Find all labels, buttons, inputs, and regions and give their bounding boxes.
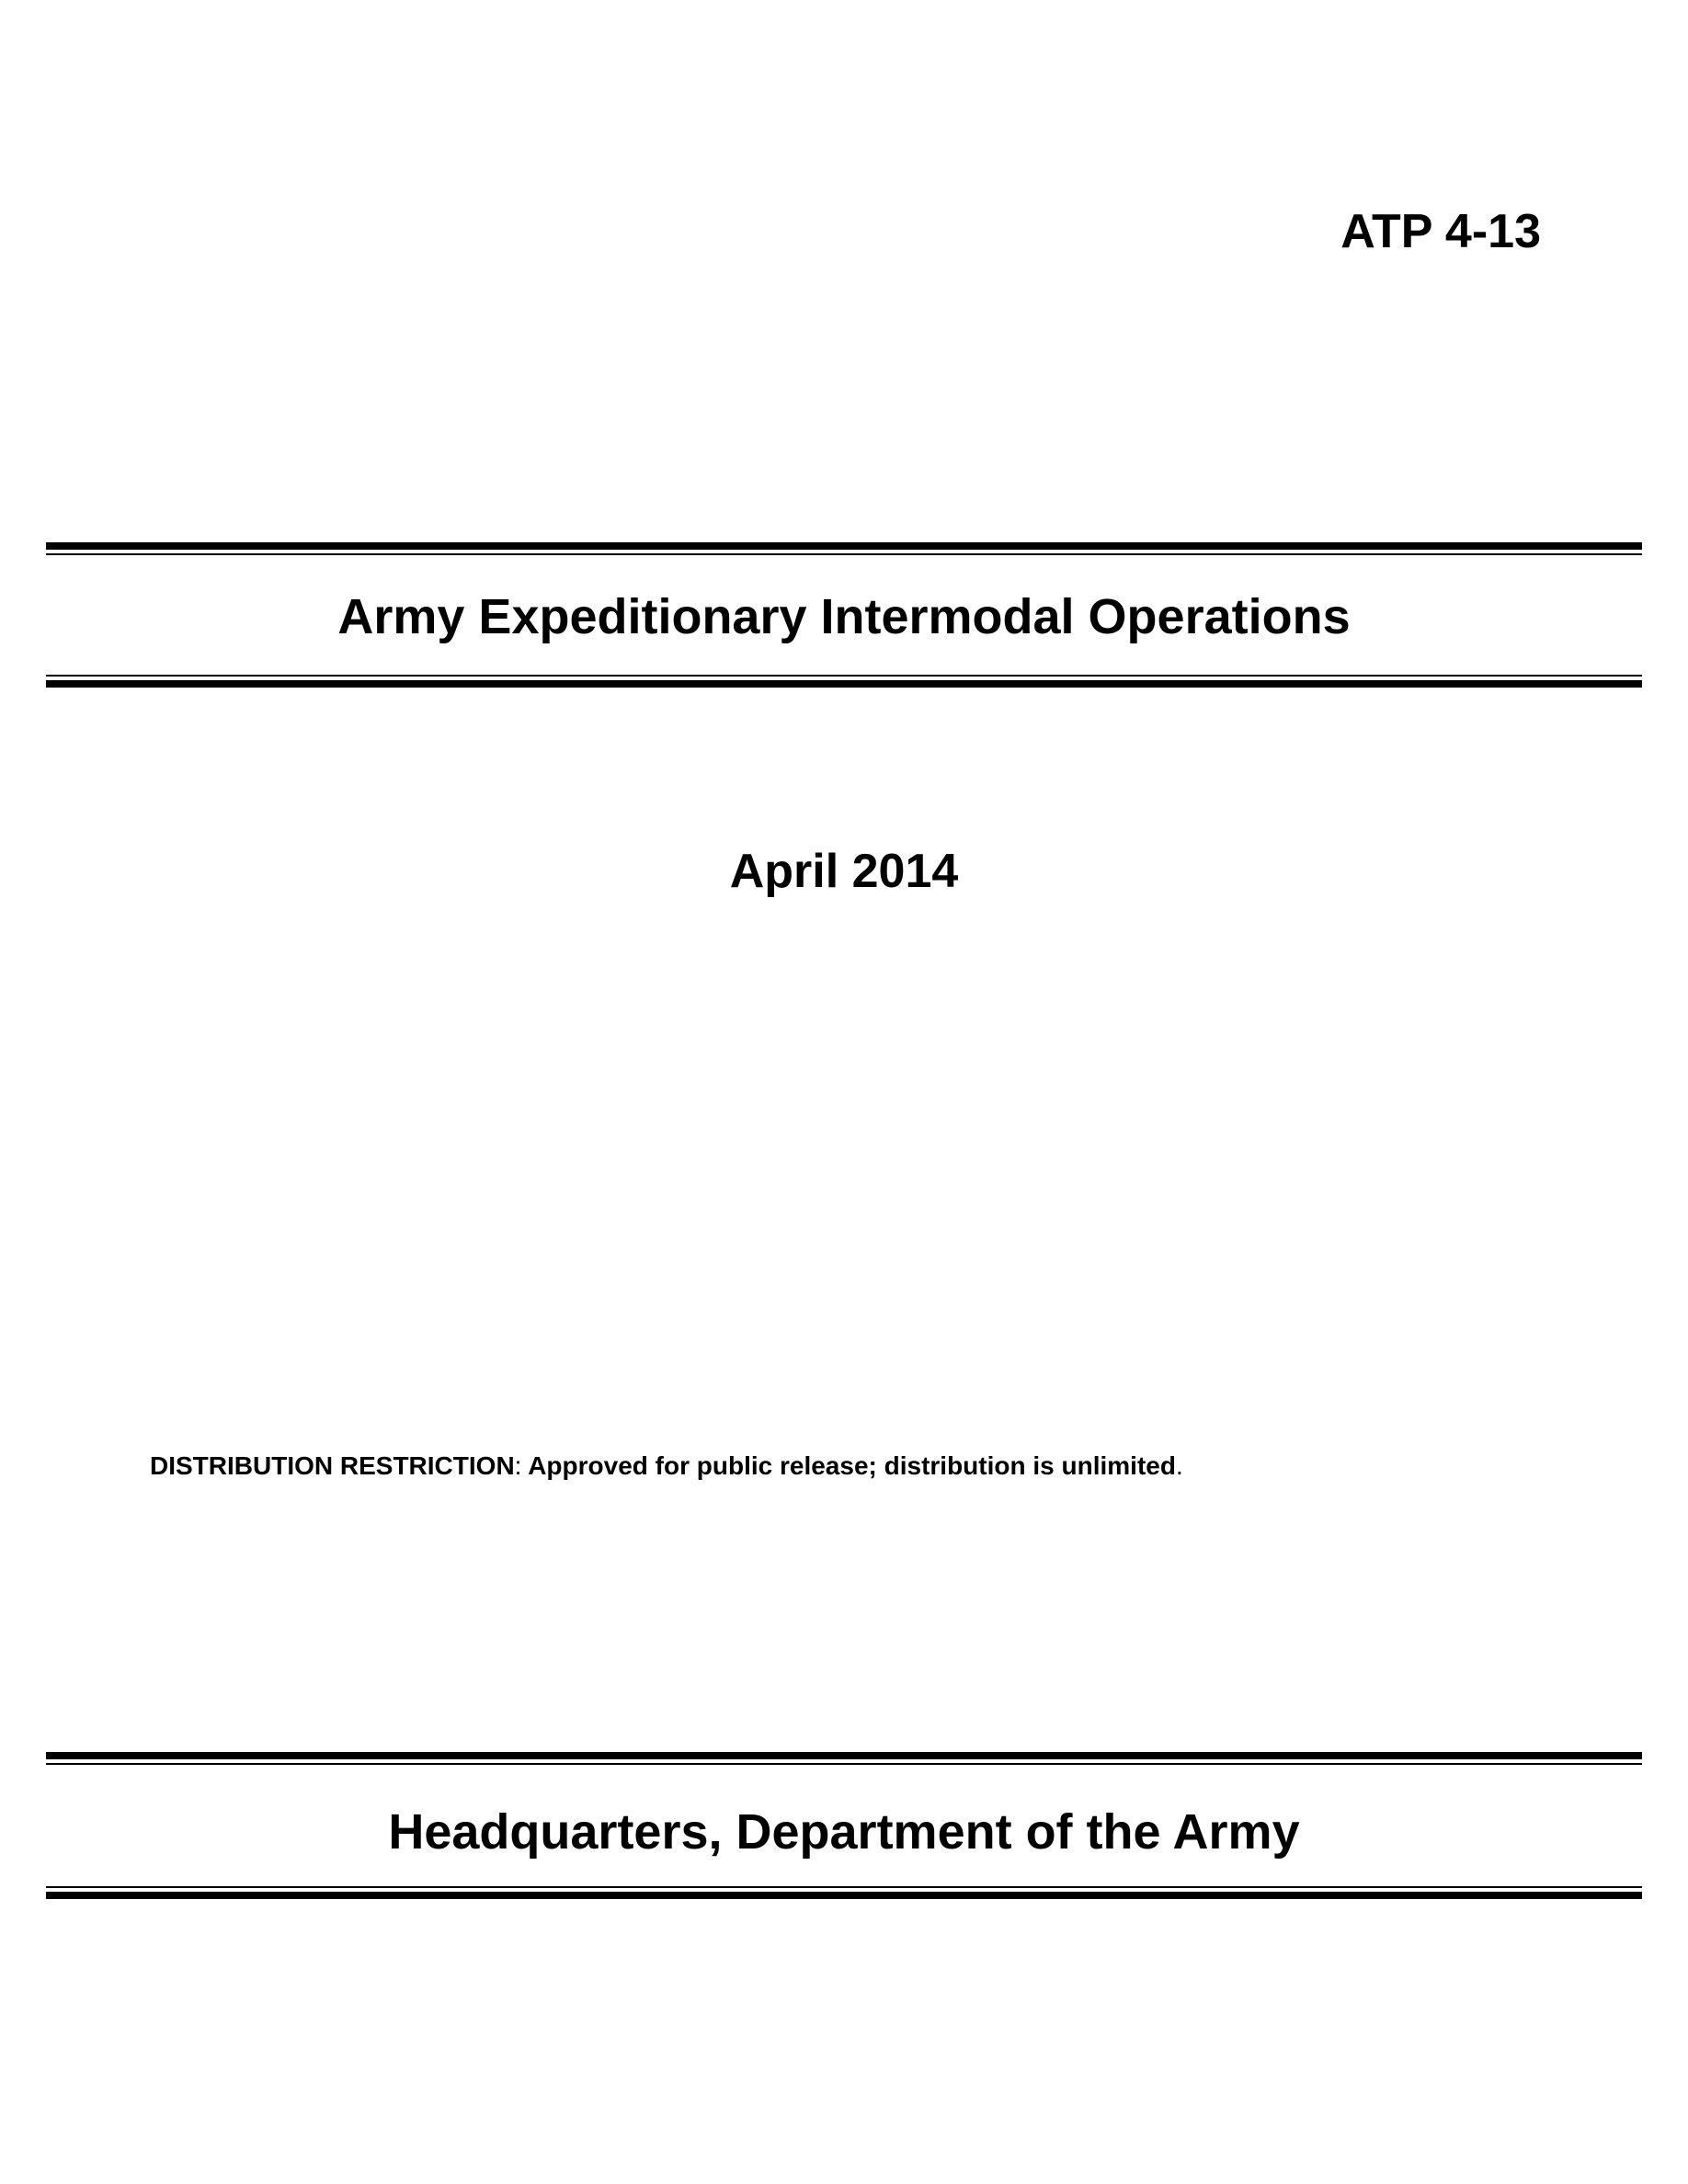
publication-number: ATP 4-13 (1340, 205, 1541, 258)
document-title: Army Expeditionary Intermodal Operations (337, 589, 1351, 644)
distribution-statement (150, 1453, 1183, 1479)
title-top-rule (46, 542, 1642, 555)
distribution-end: . (1175, 1451, 1183, 1480)
publication-date: April 2014 (729, 845, 959, 898)
distribution-text: Approved for public release; distribution is unlimited (521, 1451, 1176, 1480)
issuer-bottom-rule (46, 1886, 1642, 1899)
title-bottom-rule (46, 675, 1642, 688)
issuing-authority: Headquarters, Department of the Army (388, 1804, 1300, 1860)
issuer-top-rule (46, 1752, 1642, 1765)
distribution-label: DISTRIBUTION RESTRICTION (150, 1451, 515, 1480)
distribution-separator: : (514, 1451, 522, 1480)
